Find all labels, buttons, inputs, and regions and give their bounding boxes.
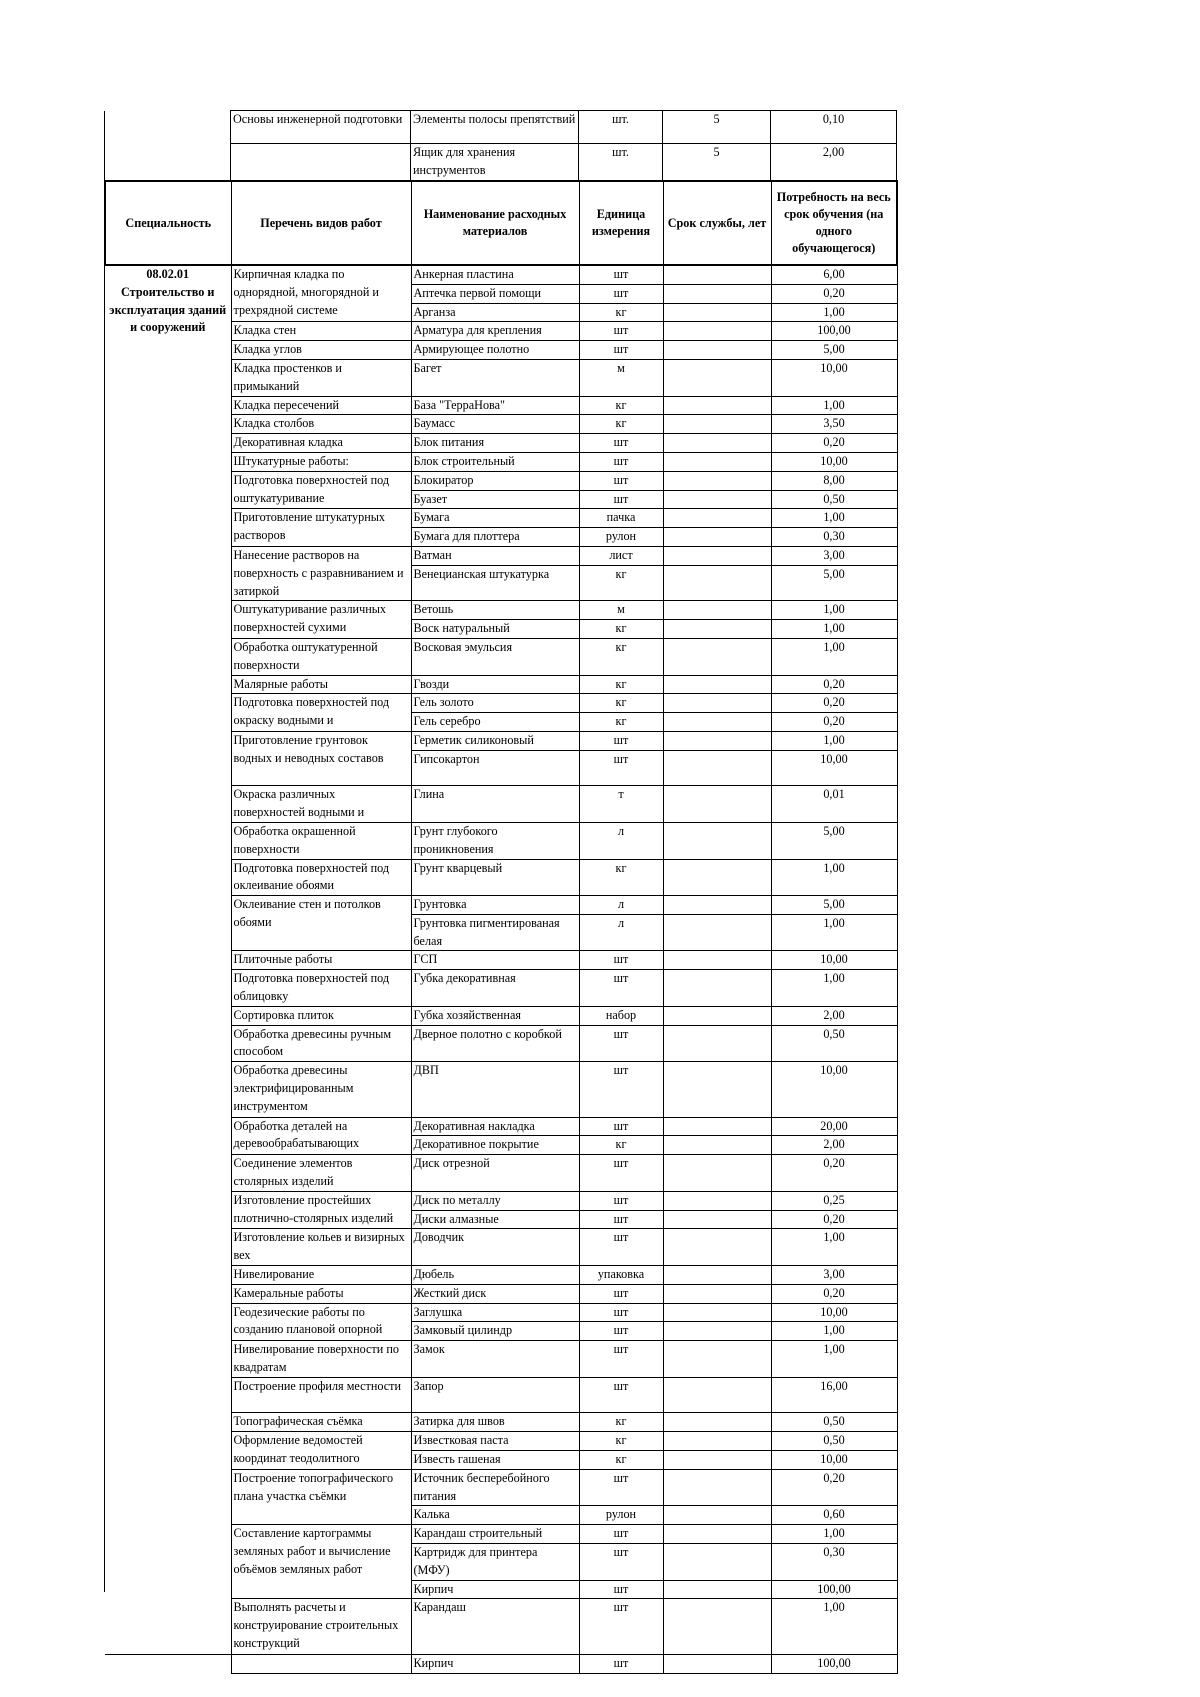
- work-cell: Изготовление кольев и визирных вех: [231, 1229, 411, 1266]
- service-life-cell: [663, 675, 771, 694]
- need-cell: 1,00: [771, 1599, 897, 1654]
- top-table-body: [231, 111, 897, 181]
- unit-cell: упаковка: [579, 1266, 663, 1285]
- service-life-cell: [663, 565, 771, 601]
- work-cell: Кирпичная кладка по однорядной, многорядной и трехрядной системе: [231, 265, 411, 322]
- material-cell: Блокиратор: [411, 471, 579, 490]
- need-cell: 0,30: [771, 528, 897, 547]
- service-life-cell: [663, 970, 771, 1007]
- work-cell: [231, 144, 411, 181]
- service-life-cell: [663, 620, 771, 639]
- material-cell: Гель золото: [411, 694, 579, 713]
- need-cell: 0,30: [771, 1543, 897, 1580]
- service-life-cell: [663, 1266, 771, 1285]
- material-cell: Гель серебро: [411, 713, 579, 732]
- service-life-cell: [663, 859, 771, 896]
- work-cell: [231, 1654, 411, 1673]
- unit-cell: м: [579, 359, 663, 396]
- unit-cell: шт: [579, 1377, 663, 1413]
- need-cell: 10,00: [771, 1303, 897, 1322]
- unit-cell: шт: [579, 1155, 663, 1192]
- table-body: [105, 265, 897, 1673]
- material-cell: Багет: [411, 359, 579, 396]
- service-life-cell: [663, 546, 771, 565]
- need-cell: 3,50: [771, 415, 897, 434]
- service-life-cell: [663, 896, 771, 915]
- work-cell: Нивелирование: [231, 1266, 411, 1285]
- service-life-cell: [663, 951, 771, 970]
- material-cell: Армирующее полотно: [411, 341, 579, 360]
- material-cell: Буазет: [411, 490, 579, 509]
- material-cell: Диски алмазные: [411, 1210, 579, 1229]
- need-cell: 5,00: [771, 822, 897, 859]
- unit-cell: шт: [579, 452, 663, 471]
- material-cell: Элементы полосы препятствий: [411, 111, 579, 144]
- service-life-cell: [663, 822, 771, 859]
- need-cell: 0,20: [771, 694, 897, 713]
- service-life-cell: [663, 1322, 771, 1341]
- top-continuation-table: [230, 110, 897, 181]
- service-life-cell: [663, 1506, 771, 1525]
- service-life-cell: [663, 1155, 771, 1192]
- need-cell: 2,00: [771, 1136, 897, 1155]
- need-cell: 1,00: [771, 1322, 897, 1341]
- work-cell: Подготовка поверхностей под оклеивание обоями: [231, 859, 411, 896]
- service-life-cell: [663, 1469, 771, 1506]
- work-cell: Обработка оштукатуренной поверхности: [231, 638, 411, 675]
- need-cell: 0,10: [771, 111, 897, 144]
- need-cell: 5,00: [771, 565, 897, 601]
- service-life-cell: [663, 1432, 771, 1451]
- service-life-cell: [663, 1191, 771, 1210]
- material-cell: Калька: [411, 1506, 579, 1525]
- material-cell: Воск натуральный: [411, 620, 579, 639]
- material-cell: Картридж для принтера (МФУ): [411, 1543, 579, 1580]
- need-cell: 1,00: [771, 601, 897, 620]
- need-cell: 0,20: [771, 434, 897, 453]
- need-cell: 100,00: [771, 322, 897, 341]
- service-life-cell: [663, 1413, 771, 1432]
- work-cell: Нивелирование поверхности по квадратам: [231, 1341, 411, 1378]
- service-life-cell: [663, 1451, 771, 1470]
- material-cell: Губка хозяйственная: [411, 1006, 579, 1025]
- unit-cell: кг: [579, 1451, 663, 1470]
- material-cell: Грунт глубокого проникновения: [411, 822, 579, 859]
- work-cell: Штукатурные работы:: [231, 452, 411, 471]
- work-cell: Декоративная кладка: [231, 434, 411, 453]
- need-cell: 16,00: [771, 1377, 897, 1413]
- material-cell: Аптечка первой помощи: [411, 284, 579, 303]
- material-cell: Запор: [411, 1377, 579, 1413]
- unit-cell: м: [579, 601, 663, 620]
- need-cell: 1,00: [771, 303, 897, 322]
- material-cell: Кирпич: [411, 1580, 579, 1599]
- material-cell: Ватман: [411, 546, 579, 565]
- unit-cell: кг: [579, 1136, 663, 1155]
- table-row: [105, 265, 897, 284]
- unit-cell: шт: [579, 1062, 663, 1117]
- material-cell: Диск отрезной: [411, 1155, 579, 1192]
- material-cell: Баумасс: [411, 415, 579, 434]
- header-specialty: Специальность: [105, 181, 231, 265]
- unit-cell: кг: [579, 1432, 663, 1451]
- unit-cell: шт: [579, 1580, 663, 1599]
- service-life-cell: [663, 528, 771, 547]
- work-cell: Подготовка поверхностей под облицовку: [231, 970, 411, 1007]
- unit-cell: кг: [579, 1413, 663, 1432]
- service-life-cell: [663, 914, 771, 951]
- material-cell: Грунт кварцевый: [411, 859, 579, 896]
- work-cell: Кладка простенков и примыканий: [231, 359, 411, 396]
- work-cell: Подготовка поверхностей под оштукатуривание: [231, 471, 411, 509]
- material-cell: Карандаш: [411, 1599, 579, 1654]
- specialty-code: 08.02.01: [146, 267, 190, 281]
- material-cell: Гипсокартон: [411, 750, 579, 786]
- need-cell: 10,00: [771, 750, 897, 786]
- specialty-cell-empty: [105, 1654, 231, 1673]
- material-cell: Восковая эмульсия: [411, 638, 579, 675]
- need-cell: 10,00: [771, 1062, 897, 1117]
- unit-cell: шт: [579, 1341, 663, 1378]
- service-life-cell: [663, 341, 771, 360]
- unit-cell: шт.: [579, 111, 663, 144]
- need-cell: 1,00: [771, 396, 897, 415]
- unit-cell: шт: [579, 1117, 663, 1136]
- unit-cell: кг: [579, 675, 663, 694]
- work-cell: Оформление ведомостей координат теодолитного: [231, 1432, 411, 1470]
- work-cell: Построение топографического плана участка съёмки: [231, 1469, 411, 1524]
- need-cell: 0,20: [771, 1284, 897, 1303]
- need-cell: 0,20: [771, 1210, 897, 1229]
- work-cell: Кладка углов: [231, 341, 411, 360]
- service-life-cell: [663, 415, 771, 434]
- need-cell: 1,00: [771, 731, 897, 750]
- service-life-cell: [663, 1580, 771, 1599]
- need-cell: 20,00: [771, 1117, 897, 1136]
- unit-cell: кг: [579, 713, 663, 732]
- service-life-cell: [663, 1062, 771, 1117]
- unit-cell: шт: [579, 1210, 663, 1229]
- unit-cell: шт: [579, 1525, 663, 1544]
- header-works: Перечень видов работ: [231, 181, 411, 265]
- work-cell: Нанесение растворов на поверхность с разравниванием и затиркой: [231, 546, 411, 600]
- need-cell: 1,00: [771, 509, 897, 528]
- service-life-cell: [663, 396, 771, 415]
- header-service-life: Срок службы, лет: [663, 181, 771, 265]
- service-life-cell: [663, 359, 771, 396]
- unit-cell: шт: [579, 1284, 663, 1303]
- need-cell: 0,50: [771, 1413, 897, 1432]
- header-unit: Единица измерения: [579, 181, 663, 265]
- service-life-cell: [663, 284, 771, 303]
- material-cell: Бумага для плоттера: [411, 528, 579, 547]
- material-cell: Анкерная пластина: [411, 265, 579, 284]
- material-cell: ДВП: [411, 1062, 579, 1117]
- need-cell: 0,20: [771, 284, 897, 303]
- work-cell: Выполнять расчеты и конструирование строительных конструкций: [231, 1599, 411, 1654]
- need-cell: 1,00: [771, 1341, 897, 1378]
- service-life-cell: 5: [663, 144, 771, 181]
- material-cell: Декоративное покрытие: [411, 1136, 579, 1155]
- unit-cell: шт: [579, 1025, 663, 1062]
- unit-cell: шт: [579, 284, 663, 303]
- material-cell: Ящик для хранения инструментов: [411, 144, 579, 181]
- unit-cell: шт: [579, 1599, 663, 1654]
- service-life-cell: [663, 322, 771, 341]
- need-cell: 5,00: [771, 896, 897, 915]
- need-cell: 0,50: [771, 1025, 897, 1062]
- material-cell: Жесткий диск: [411, 1284, 579, 1303]
- need-cell: 6,00: [771, 265, 897, 284]
- table-header: [105, 181, 897, 265]
- material-cell: Арматура для крепления: [411, 322, 579, 341]
- service-life-cell: [663, 1599, 771, 1654]
- material-cell: Бумага: [411, 509, 579, 528]
- unit-cell: шт.: [579, 144, 663, 181]
- work-cell: Кладка пересечений: [231, 396, 411, 415]
- need-cell: 10,00: [771, 951, 897, 970]
- need-cell: 1,00: [771, 859, 897, 896]
- work-cell: Плиточные работы: [231, 951, 411, 970]
- material-cell: Герметик силиконовый: [411, 731, 579, 750]
- unit-cell: шт: [579, 490, 663, 509]
- need-cell: 8,00: [771, 471, 897, 490]
- work-cell: Обработка деталей на деревообрабатывающих: [231, 1117, 411, 1155]
- work-cell: Малярные работы: [231, 675, 411, 694]
- work-cell: Оклеивание стен и потолков обоями: [231, 896, 411, 951]
- unit-cell: шт: [579, 1654, 663, 1673]
- unit-cell: шт: [579, 1543, 663, 1580]
- header-materials: Наименование расходных материалов: [411, 181, 579, 265]
- unit-cell: шт: [579, 322, 663, 341]
- unit-cell: шт: [579, 434, 663, 453]
- material-cell: Венецианская штукатурка: [411, 565, 579, 601]
- header-need: Потребность на весь срок обучения (на одного обучающегося): [771, 181, 897, 265]
- work-cell: Приготовление штукатурных растворов: [231, 509, 411, 547]
- need-cell: 1,00: [771, 638, 897, 675]
- material-cell: Кирпич: [411, 1654, 579, 1673]
- material-cell: Доводчик: [411, 1229, 579, 1266]
- material-cell: Блок строительный: [411, 452, 579, 471]
- service-life-cell: [663, 1006, 771, 1025]
- work-cell: Подготовка поверхностей под окраску водными и: [231, 694, 411, 732]
- need-cell: 2,00: [771, 1006, 897, 1025]
- need-cell: 1,00: [771, 1525, 897, 1544]
- need-cell: 100,00: [771, 1580, 897, 1599]
- service-life-cell: [663, 1341, 771, 1378]
- need-cell: 100,00: [771, 1654, 897, 1673]
- unit-cell: шт: [579, 1229, 663, 1266]
- unit-cell: кг: [579, 396, 663, 415]
- service-life-cell: [663, 713, 771, 732]
- unit-cell: шт: [579, 1303, 663, 1322]
- unit-cell: кг: [579, 303, 663, 322]
- specialty-name: Строительство и эксплуатация зданий и сооружений: [109, 284, 227, 335]
- need-cell: 0,20: [771, 1469, 897, 1506]
- work-cell: Обработка окрашенной поверхности: [231, 822, 411, 859]
- material-cell: Глина: [411, 786, 579, 823]
- service-life-cell: [663, 1543, 771, 1580]
- service-life-cell: [663, 1136, 771, 1155]
- material-cell: Известковая паста: [411, 1432, 579, 1451]
- need-cell: 0,50: [771, 490, 897, 509]
- material-cell: Грунтовка: [411, 896, 579, 915]
- unit-cell: пачка: [579, 509, 663, 528]
- unit-cell: шт: [579, 951, 663, 970]
- work-cell: Окраска различных поверхностей водными и: [231, 786, 411, 823]
- need-cell: 2,00: [771, 144, 897, 181]
- need-cell: 0,60: [771, 1506, 897, 1525]
- material-cell: Арганза: [411, 303, 579, 322]
- need-cell: 1,00: [771, 1229, 897, 1266]
- need-cell: 0,20: [771, 675, 897, 694]
- need-cell: 0,20: [771, 713, 897, 732]
- work-cell: Кладка стен: [231, 322, 411, 341]
- unit-cell: л: [579, 896, 663, 915]
- material-cell: Замок: [411, 1341, 579, 1378]
- service-life-cell: [663, 1025, 771, 1062]
- unit-cell: шт: [579, 1191, 663, 1210]
- service-life-cell: [663, 434, 771, 453]
- unit-cell: шт: [579, 471, 663, 490]
- material-cell: Декоративная накладка: [411, 1117, 579, 1136]
- service-life-cell: [663, 509, 771, 528]
- service-life-cell: [663, 1229, 771, 1266]
- work-cell: Обработка древесины ручным способом: [231, 1025, 411, 1062]
- unit-cell: т: [579, 786, 663, 823]
- material-cell: Ветошь: [411, 601, 579, 620]
- work-cell: Построение профиля местности: [231, 1377, 411, 1413]
- material-cell: Диск по металлу: [411, 1191, 579, 1210]
- need-cell: 1,00: [771, 970, 897, 1007]
- unit-cell: шт: [579, 970, 663, 1007]
- need-cell: 0,50: [771, 1432, 897, 1451]
- work-cell: Приготовление грунтовок водных и неводных составов: [231, 731, 411, 785]
- need-cell: 10,00: [771, 1451, 897, 1470]
- need-cell: 0,20: [771, 1155, 897, 1192]
- service-life-cell: [663, 1377, 771, 1413]
- service-life-cell: [663, 1284, 771, 1303]
- service-life-cell: [663, 731, 771, 750]
- service-life-cell: [663, 265, 771, 284]
- material-cell: Замковый цилиндр: [411, 1322, 579, 1341]
- unit-cell: кг: [579, 565, 663, 601]
- material-cell: Источник бесперебойного питания: [411, 1469, 579, 1506]
- work-cell: Соединение элементов столярных изделий: [231, 1155, 411, 1192]
- unit-cell: шт: [579, 265, 663, 284]
- work-cell: Составление картограммы земляных работ и вычисление объёмов земляных работ: [231, 1525, 411, 1599]
- unit-cell: рулон: [579, 1506, 663, 1525]
- material-cell: Карандаш строительный: [411, 1525, 579, 1544]
- work-cell: Обработка древесины электрифицированным инструментом: [231, 1062, 411, 1117]
- unit-cell: шт: [579, 341, 663, 360]
- material-cell: Заглушка: [411, 1303, 579, 1322]
- service-life-cell: [663, 490, 771, 509]
- unit-cell: шт: [579, 1469, 663, 1506]
- material-cell: Дюбель: [411, 1266, 579, 1285]
- unit-cell: кг: [579, 415, 663, 434]
- table-row: [231, 144, 897, 181]
- material-cell: ГСП: [411, 951, 579, 970]
- specialty-cell: [105, 265, 231, 1654]
- service-life-cell: [663, 601, 771, 620]
- service-life-cell: [663, 694, 771, 713]
- table-row: [231, 111, 897, 144]
- service-life-cell: [663, 1117, 771, 1136]
- unit-cell: рулон: [579, 528, 663, 547]
- material-cell: Грунтовка пигментированая белая: [411, 914, 579, 951]
- service-life-cell: [663, 452, 771, 471]
- need-cell: 10,00: [771, 359, 897, 396]
- unit-cell: кг: [579, 620, 663, 639]
- need-cell: 10,00: [771, 452, 897, 471]
- service-life-cell: [663, 1525, 771, 1544]
- service-life-cell: [663, 471, 771, 490]
- work-cell: Кладка столбов: [231, 415, 411, 434]
- service-life-cell: [663, 1210, 771, 1229]
- need-cell: 1,00: [771, 620, 897, 639]
- service-life-cell: 5: [663, 111, 771, 144]
- material-cell: Известь гашеная: [411, 1451, 579, 1470]
- material-cell: База "ТерраНова": [411, 396, 579, 415]
- need-cell: 1,00: [771, 914, 897, 951]
- service-life-cell: [663, 750, 771, 786]
- material-cell: Губка декоративная: [411, 970, 579, 1007]
- need-cell: 3,00: [771, 1266, 897, 1285]
- work-cell: Изготовление простейших плотнично-столярных изделий: [231, 1191, 411, 1229]
- material-cell: Затирка для швов: [411, 1413, 579, 1432]
- need-cell: 0,01: [771, 786, 897, 823]
- unit-cell: кг: [579, 859, 663, 896]
- service-life-cell: [663, 786, 771, 823]
- service-life-cell: [663, 1654, 771, 1673]
- material-cell: Дверное полотно с коробкой: [411, 1025, 579, 1062]
- table-row: [105, 1654, 897, 1673]
- unit-cell: кг: [579, 638, 663, 675]
- unit-cell: шт: [579, 750, 663, 786]
- work-cell: Основы инженерной подготовки: [231, 111, 411, 144]
- unit-cell: лист: [579, 546, 663, 565]
- need-cell: 3,00: [771, 546, 897, 565]
- unit-cell: кг: [579, 694, 663, 713]
- unit-cell: шт: [579, 731, 663, 750]
- unit-cell: набор: [579, 1006, 663, 1025]
- work-cell: Оштукатуривание различных поверхностей сухими: [231, 601, 411, 639]
- need-cell: 0,25: [771, 1191, 897, 1210]
- work-cell: Геодезические работы по созданию плановой опорной: [231, 1303, 411, 1341]
- material-cell: Блок питания: [411, 434, 579, 453]
- work-cell: Камеральные работы: [231, 1284, 411, 1303]
- material-cell: Гвозди: [411, 675, 579, 694]
- unit-cell: л: [579, 914, 663, 951]
- need-cell: 5,00: [771, 341, 897, 360]
- work-cell: Сортировка плиток: [231, 1006, 411, 1025]
- service-life-cell: [663, 638, 771, 675]
- service-life-cell: [663, 1303, 771, 1322]
- service-life-cell: [663, 303, 771, 322]
- unit-cell: л: [579, 822, 663, 859]
- work-cell: Топографическая съёмка: [231, 1413, 411, 1432]
- consumables-table: [104, 180, 898, 1674]
- unit-cell: шт: [579, 1322, 663, 1341]
